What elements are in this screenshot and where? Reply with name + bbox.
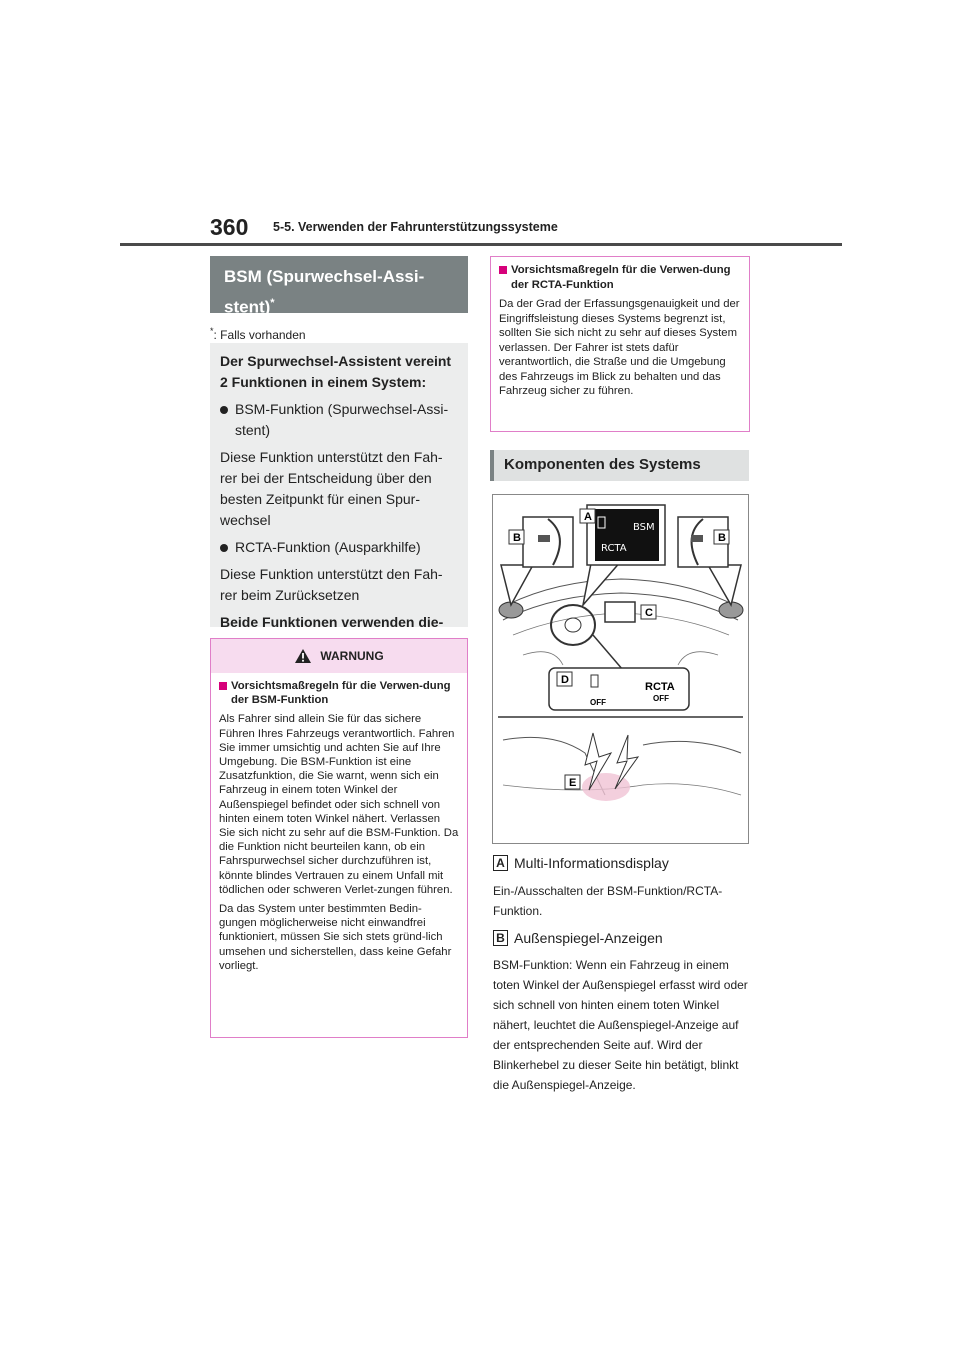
svg-text:D: D [561, 674, 569, 686]
display-bsm-text: BSM [633, 522, 655, 533]
intro-bullet-bsm-desc: Diese Funktion unterstützt den Fah-rer bei der Entscheidung über den besten Zeitpunkt für einen Spur-wechsel [220, 449, 443, 528]
rcta-note-text: Da der Grad der Erfassungsgenauigkeit und der Eingriffsleistung dieses Systems begrenzt ist, sollten Sie sich nicht zu sehr auf dieses System verlassen. Der Fahrer ist stets dafür verantwortlich, die Straße und die Umgebung des Fahrzeugs im Blick zu behalten und das Fahrzeug sicher zu führen. [499, 298, 740, 397]
label-a: A [493, 855, 508, 871]
warning-para-2: Da das System unter bestimmten Bedin-gungen möglicherweise nicht einwandfrei funktioniert, müssen Sie sich stets gründ-lich umsehen und sicherstellen, dass keine Gefahr vorliegt. [219, 903, 452, 972]
header-rule [120, 243, 842, 246]
warning-triangle-icon [294, 648, 312, 664]
bullet-dot-icon [220, 406, 228, 414]
figure-label-c [641, 605, 656, 619]
warning-subtitle [219, 679, 459, 707]
bsm-heading-line1: BSM (Spurwechsel-Assi- [224, 267, 425, 286]
component-b [493, 930, 663, 946]
component-a-desc: Ein-/Ausschalten der BSM-Funktion/RCTA-Funktion. [493, 884, 723, 918]
figure-label-d [557, 672, 572, 686]
intro-bullet-bsm-text: BSM-Funktion (Spurwechsel-Assi-stent) [235, 401, 449, 438]
intro-bullet-rcta-text: RCTA-Funktion (Ausparkhilfe) [235, 539, 421, 555]
pink-square-icon [499, 266, 507, 274]
warning-para-1: Als Fahrer sind allein Sie für das sichere Führen Ihres Fahrzeugs verantwortlich. Fahren Sie immer umsichtig und achten Sie auf Ihre Umgebung. Die BSM-Funktion ist eine Zusatzfunktion, die Sie warnt, wenn sich ein Fahrzeug in einem toten Winkel der Außenspiegel befindet oder sich schnell von hinten einem toten Winkel nähert. Verlassen Sie sich nicht zu sehr auf die BSM-Funktion. Da die Funktion nicht beurteilen kann, ob ein Fahrspurwechsel sicher durchzuführen ist, könnte blindes Vertrauen zu einem Unfall mit tödlichen oder schweren Verlet-zungen führen. [219, 713, 459, 896]
bullet-dot-icon [220, 544, 228, 552]
pink-square-icon [219, 682, 227, 690]
intro-bullet-bsm [220, 399, 458, 441]
warning-title: WARNUNG [320, 649, 384, 663]
components-figure [492, 494, 749, 844]
switch-off-text-2: OFF [653, 694, 669, 703]
warning-subtitle-text: Vorsichtsmaßregeln für die Verwen-dung der BSM-Funktion [231, 680, 451, 707]
section-title: 5-5. Verwenden der Fahrunterstützungssysteme [273, 220, 558, 234]
bsm-heading-line2: stent) [224, 297, 271, 317]
intro-closing: Beide Funktionen verwenden die- [220, 614, 444, 630]
component-b-desc: BSM-Funktion: Wenn ein Fahrzeug in einem toten Winkel der Außenspiegel erfasst wird oder sich schnell von hinten einem toten Winkel nähert, leuchtet die Außenspiegel-Anzeige auf der entsprechenden Seite auf. Wird der Blinkerhebel zu dieser Seite hin betätigt, blinkt die Außenspiegel-Anzeige. [493, 958, 748, 1092]
bsm-heading-marker: * [270, 297, 275, 309]
warning-header [211, 639, 467, 673]
component-a [493, 855, 669, 871]
warning-box [210, 638, 468, 1038]
svg-text:B: B [513, 532, 521, 544]
switch-off-text-1: OFF [590, 698, 606, 707]
components-heading: Komponenten des Systems [490, 450, 749, 481]
svg-text:C: C [645, 607, 653, 619]
component-b-title: Außenspiegel-Anzeigen [514, 930, 663, 946]
label-b: B [493, 930, 508, 946]
warning-body [211, 673, 467, 973]
intro-bullet-rcta-desc: Diese Funktion unterstützt den Fah-rer beim Zurücksetzen [220, 566, 443, 603]
figure-label-a [580, 509, 595, 523]
rcta-note-subtitle [499, 263, 741, 292]
intro-bullet-rcta [220, 537, 458, 558]
footnote-text: : Falls vorhanden [213, 328, 306, 342]
footnote [210, 326, 306, 342]
figure-label-e [565, 775, 580, 789]
intro-lead: Der Spurwechsel-Assistent vereint 2 Funktionen in einem System: [220, 353, 452, 390]
page-number: 360 [210, 214, 249, 240]
components-illustration [493, 495, 748, 843]
figure-label-b-right [714, 530, 729, 544]
intro-box [210, 343, 468, 630]
rcta-note-box [490, 256, 750, 432]
footnote-marker: * [210, 326, 214, 336]
component-a-title: Multi-Informationsdisplay [514, 855, 669, 871]
svg-text:B: B [718, 532, 726, 544]
bsm-heading [210, 256, 468, 317]
svg-text:A: A [584, 511, 592, 523]
rcta-note-subtitle-text: Vorsichtsmaßregeln für die Verwen-dung der RCTA-Funktion [511, 264, 731, 291]
display-rcta-text: RCTA [601, 543, 627, 554]
svg-text:E: E [569, 777, 577, 789]
switch-rcta-text: RCTA [645, 681, 675, 693]
figure-label-b-left [509, 530, 524, 544]
